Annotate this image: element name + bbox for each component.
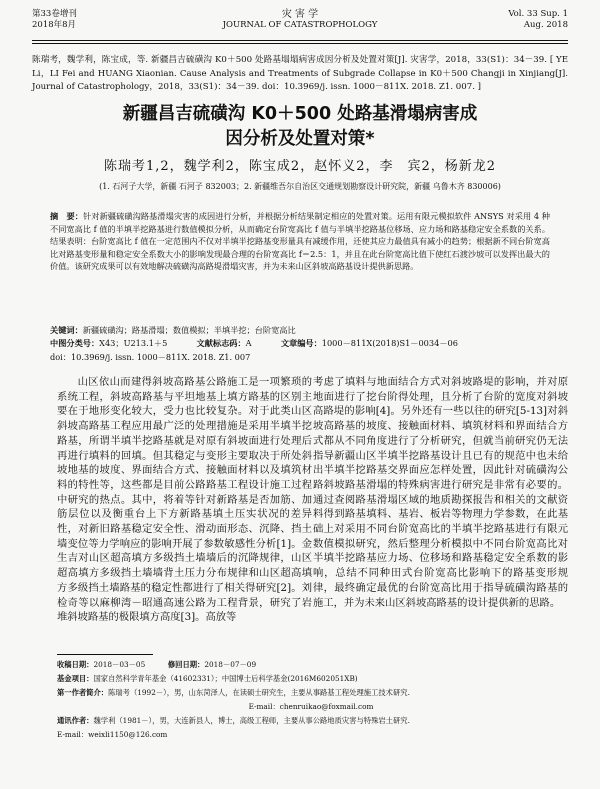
volume-en: Vol. 33 Sup. 1	[508, 9, 568, 19]
abstract-text: 针对新疆硫磺沟路基滑塌灾害的成因进行分析，并根据分析结果制定相应的处置对策。运用有限元模拟软件 ANSYS 对采用 4 种不同宽高比 f 值的半填半挖路基进行数值模拟分析，从而确定台阶宽高比 f 值与半填半挖路基位移场、应力场和路基稳定安全系数的关系。结果表明：台阶宽高比 f 值在一定范围内不仅对半填半挖路基变形量具有减缓作用，还使其应力最值具有减小的趋势；根据新不同台阶宽高比对路基变形量和稳定安全系数大小的影响发现最合理的台阶宽高比 f＝2.5：1，并且在此台阶宽高比值下使红石渡沙坡可以发挥出最大的价值。该研究成果可以有效地解决硫磺沟高路堤滑塌灾害，并为未来山区斜坡高路基设计提供新思路。	[50, 211, 550, 272]
footnotes	[57, 658, 565, 742]
footnote-fund	[57, 672, 565, 686]
affiliation: (1. 石河子大学，新疆 石河子 832003；2. 新疆维吾尔自治区交通规划勘察设计研究院，新疆 乌鲁木齐 830006)	[99, 182, 501, 191]
body-column-right: 考虑了填料与地面结合方式对斜坡路堤的影响，并对原地面进行了挖台阶得处理，且分析了台阶的宽度对斜坡高路堤的影响[4]。另外还有一些以往的研究[5-13]对斜坡高路基的坡度、接触面材料、填筑材料和界面结合方式都从不同角度进行了分析研究，但就当前研究仍无法指导新疆山区半填半挖路基设计且已有的规范中也未给出半填半挖路基交界面应怎样处置，因此针对硫磺沟公路斜坡路基滑塌的特殊病害进行研究是非常有必要的。通过查阅路基滑塌区域的地质勘探报告和相关的文献资料得到路基填料、基岩、板岩等物理力学参数，在此基础上对采用不同台阶宽高比的半填半挖路基进行有限元数值模拟研究，然后整理分析模拟中不同台阶宽高比对半填半挖路基应力场、位移场和路基稳定安全系数的影响，总结不同种田式台阶宽高比影响下的路基变形规律，最终确定最优的台阶宽高比用于指导硫磺沟路基的施工，并为未来山区斜坡高路基的设计提供新的思路。	[313, 376, 568, 609]
revised-label: 修回日期：	[167, 660, 205, 669]
keywords-label: 关键词：	[50, 325, 83, 335]
journal-en: JOURNAL OF CATASTROPHOLOGY	[222, 20, 378, 30]
journal-cn: 灾 害 学	[281, 9, 319, 20]
fund: 国家自然科学青年基金（41602331）；中国博士后科学基金(2016M602051XB)	[93, 674, 358, 683]
clc: X43；U213.1＋5	[99, 338, 168, 348]
first-author-label: 第一作者简介：	[57, 688, 109, 697]
first-author: 陈瑞考（1992－），男，山东菏泽人，在读硕士研究生，主要从事路基工程处理施工技术研究.	[108, 688, 410, 697]
citation: 陈瑞考，魏学利，陈宝成，等. 新疆昌吉硫磺沟 K0＋500 处路基塌塌病害成因分析及处置对策[J]. 灾害学，2018，33(S1)：34－39. [ YE Li，LI Fei and HUANG Xiaonian. Cause Analysis and Treatments of Subgrade Collapse in K0＋500 Changji in Xinjiang[J]. Journal of Catastrophology，2018，33(S1)：34－39. doi：10.3969/j. issn. 1000－811X. 2018. Z1. 007. ]	[32, 55, 568, 92]
revised-date: 2018－07－09	[204, 660, 257, 669]
doc-code: A	[245, 338, 252, 348]
received-label: 收稿日期：	[57, 660, 94, 669]
clc-label: 中图分类号：	[50, 338, 100, 348]
body-column-left: 山区依山而建得斜坡高路基公路施工是一项繁琐的系统工程，斜坡高路基与平坦地基上填方路基的区别主要在于地形变化较大，受力也比较复杂。对于此类山区斜坡高路基工程应用最广泛的处理措施是采用半填半挖路基，所谓半填半挖路基就是对原有斜坡面进行处理后再进行填料的回填。但其稳定与变形主要取决于所处斜坡地基的坡度、界面结合方式、接触面材料以及填筑材料的特性等，这些都是目前公路路基工程设计施工过程中研究的热点。其中，将着等针对新路基是否加筋、加筋层位以及衡重台上下方新路基填土压实状况的差异性，对新旧路基稳定安全性、滑动面形态、沉降、挡土墙变位等力学响应的影响开展了参数敏感性分析[1]。金生吉对山区超高填方多级挡土墙墙后的沉降规律，山区超高填方多级挡土墙墙背土压力分布规律和山区超高填方多级挡土墙路基的稳定性都进行了相关得研究[2]。刘检奇等以麻柳湾－昭通高速公路为工程背景，研究了岩堆斜坡路基的极限填方高度[3]。高放等	[57, 376, 312, 624]
keywords-line	[50, 324, 296, 337]
abstract	[50, 210, 550, 273]
header-rule-bottom	[32, 43, 568, 44]
footnote-separator	[57, 654, 153, 655]
title-line-2: 因分析及处置对策*	[225, 129, 375, 149]
keywords: 新疆硫磺沟；路基滑塌；数值模拟；半填半挖；台阶宽高比	[82, 325, 296, 335]
header-center	[32, 9, 568, 31]
date-en: Aug. 2018	[523, 20, 568, 30]
footnote-corresponding	[57, 714, 565, 728]
corresponding-email: E-mail：weixli1150@126.com	[57, 730, 168, 739]
paper-title	[32, 102, 568, 152]
page-header	[32, 9, 568, 39]
title-line-1: 新疆昌吉硫磺沟 K0＋500 处路基滑塌病害成	[122, 104, 478, 124]
author-list: 陈瑞考1,2，魏学利2，陈宝成2，赵怀义2，李 宾2，杨新龙2	[103, 159, 497, 174]
date-cn: 2018年8月	[32, 20, 77, 30]
header-right	[508, 9, 568, 31]
header-rule-top	[32, 40, 568, 41]
abstract-label: 摘 要：	[50, 211, 84, 221]
corresponding-author: 魏学利（1981－），男，大连新县人，博士，高级工程师，主要从事公路地质灾害与特殊岩土研究.	[93, 716, 410, 725]
article-no: 1000－811X(2018)S1－0034－06	[321, 338, 458, 348]
doi-line: doi：10.3969/j. issn. 1000－811X. 2018. Z1. 007	[50, 352, 251, 362]
volume-cn: 第33卷增刊	[32, 9, 77, 19]
first-author-email: E-mail：chenruikao@foxmail.com	[248, 702, 374, 711]
footnote-dates	[57, 658, 565, 672]
footnote-first-author	[57, 686, 565, 700]
article-no-label: 文章编号：	[280, 338, 322, 348]
fund-label: 基金项目：	[57, 674, 94, 683]
classification-line	[50, 337, 458, 350]
corresponding-label: 通讯作者：	[57, 716, 94, 725]
doc-code-label: 文献标志码：	[196, 338, 246, 348]
received-date: 2018－03－05	[93, 660, 146, 669]
